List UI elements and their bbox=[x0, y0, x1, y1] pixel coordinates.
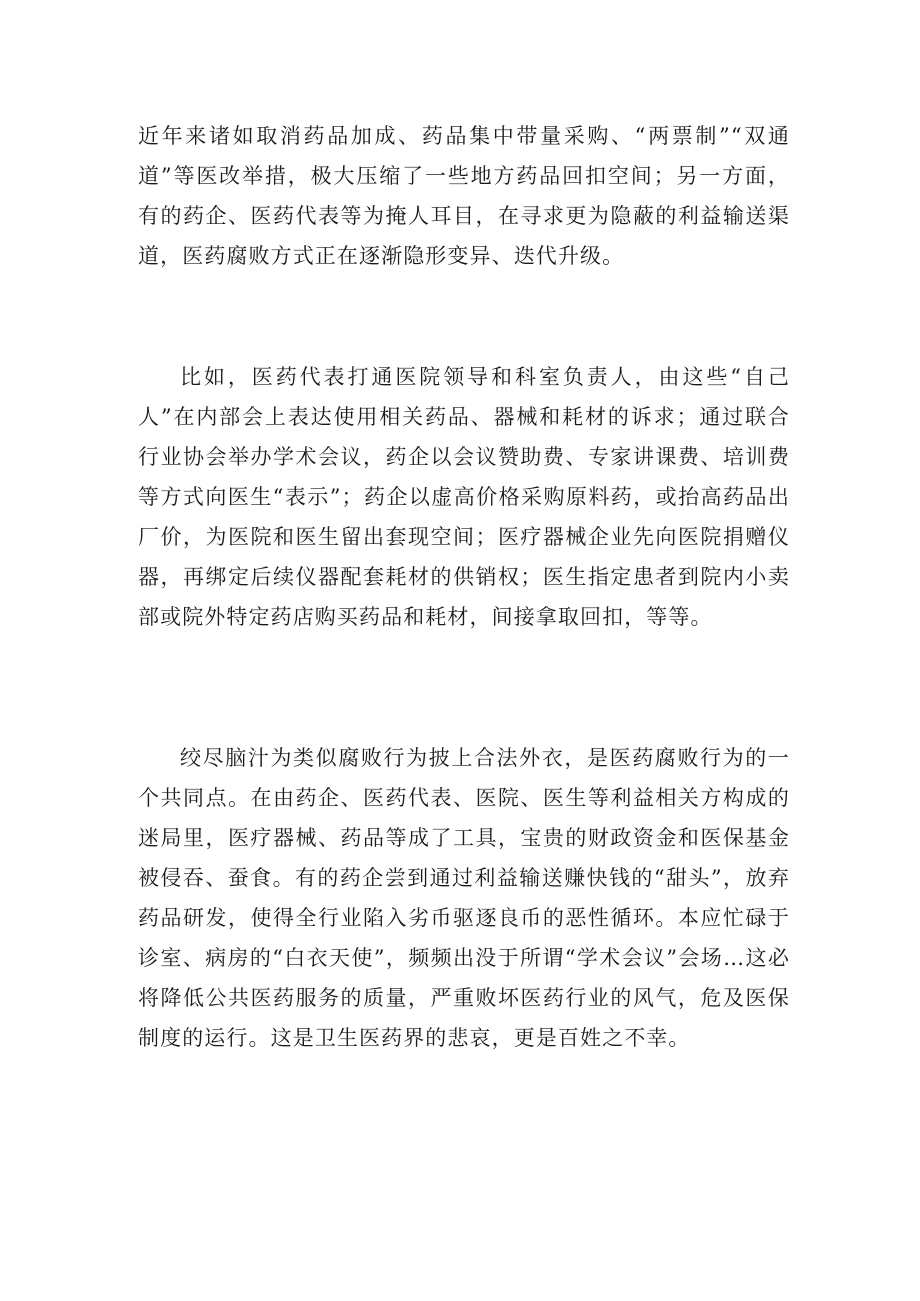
paragraph-2: 比如，医药代表打通医院领导和科室负责人，由这些“自己人”在内部会上表达使用相关药品、器械和耗材的诉求；通过联合行业协会举办学术会议，药企以会议赞助费、专家讲课费、培训费等方式向医生“表示”；药企以虚高价格采购原料药，或抬高药品出厂价，为医院和医生留出套现空间；医疗器械企业先向医院捐赠仪器，再绑定后续仪器配套耗材的供销权；医生指定患者到院内小卖部或院外特定药店购买药品和耗材，间接拿取回扣，等等。 bbox=[138, 365, 790, 629]
paragraph-1: 近年来诸如取消药品加成、药品集中带量采购、“两票制”“双通道”等医改举措，极大压缩了一些地方药品回扣空间；另一方面，有的药企、医药代表等为掩人耳目，在寻求更为隐蔽的利益输送渠道，医药腐败方式正在逐渐隐形变异、迭代升级。 bbox=[138, 124, 790, 268]
paragraph-3: 绞尽脑汁为类似腐败行为披上合法外衣，是医药腐败行为的一个共同点。在由药企、医药代表、医院、医生等利益相关方构成的迷局里，医疗器械、药品等成了工具，宝贵的财政资金和医保基金被侵吞、蚕食。有的药企尝到通过利益输送赚快钱的“甜头”，放弃药品研发，使得全行业陷入劣币驱逐良币的恶性循环。本应忙碌于诊室、病房的“白衣天使”，频频出没于所谓“学术会议”会场…这必将降低公共医药服务的质量，严重败坏医药行业的风气，危及医保制度的运行。这是卫生医药界的悲哀，更是百姓之不幸。 bbox=[138, 746, 791, 1050]
